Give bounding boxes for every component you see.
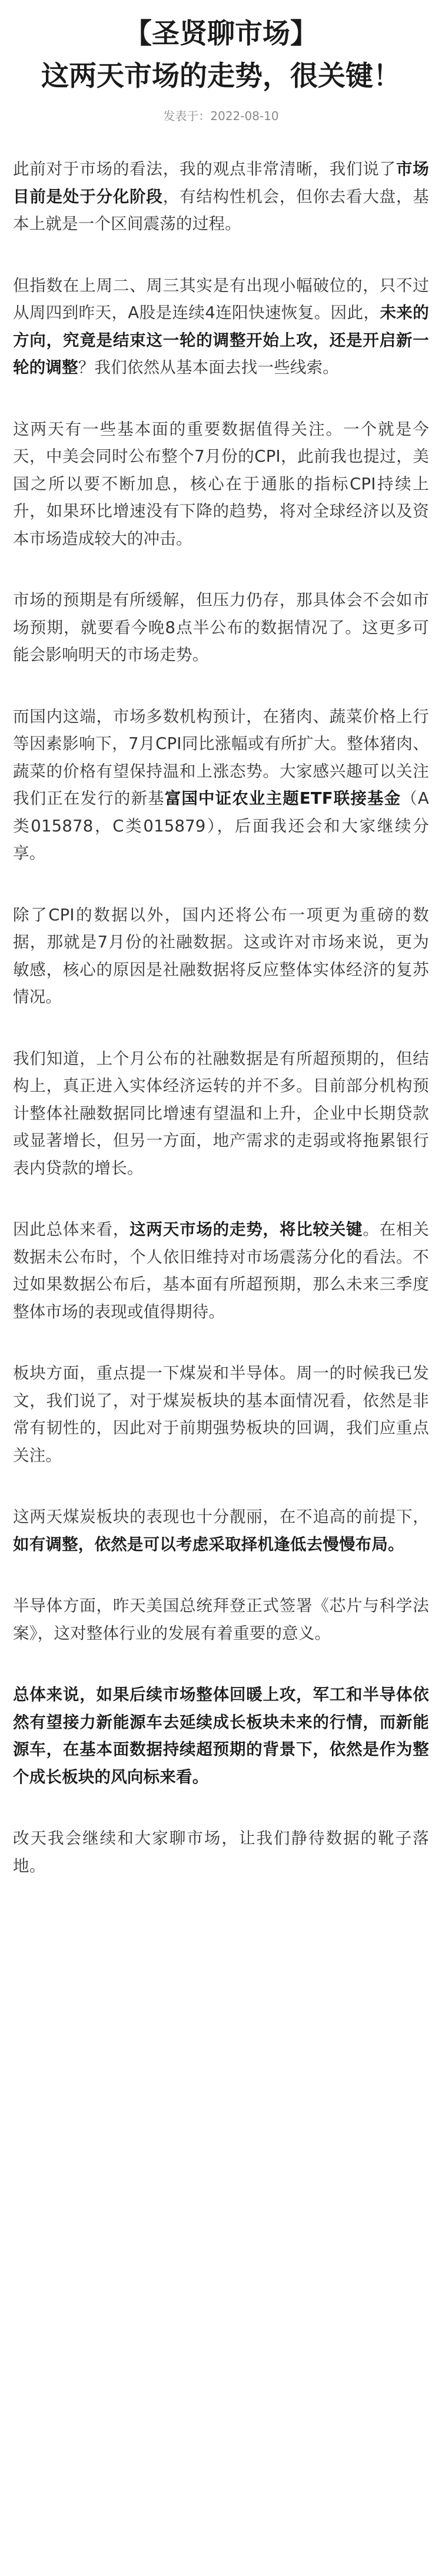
emphasis-text: 富国中证农业主题ETF联接基金 [164, 789, 401, 808]
article-paragraph [13, 1681, 429, 1791]
article-paragraph [13, 272, 429, 382]
emphasis-text: 市场目前是处于分化阶段 [13, 160, 429, 206]
article-paragraph [13, 1216, 429, 1325]
publish-label: 发表于： [163, 109, 211, 123]
emphasis-text: 总体来说，如果后续市场整体回暖上攻，军工和半导体依然有望接力新能源车去延续成长板块未来的行情，而新能源车，在基本面数据持续超预期的背景下，依然是作为整个成长板块的风向标来看。 [13, 1685, 429, 1786]
article-paragraph [13, 901, 429, 1011]
article-paragraph [13, 586, 429, 669]
emphasis-text: 未来的方向，究竟是结束这一轮的调整开始上攻，还是开启新一轮的调整 [13, 303, 429, 377]
paragraph-text: 除了CPI的数据以外，国内还将公布一项更为重磅的数据，那就是7月份的社融数据。这或许对市场来说，更为敏感，核心的原因是社融数据将反应整体实体经济的复苏情况。 [13, 905, 429, 1006]
article-title [13, 0, 429, 98]
article-paragraph [13, 416, 429, 553]
paragraph-text: 板块方面，重点提一下煤炭和半导体。周一的时候我已发文，我们说了，对于煤炭板块的基本面情况看，依然是非常有韧性的，因此对于前期强势板块的回调，我们应重点关注。 [13, 1364, 429, 1465]
article-paragraph [13, 1825, 429, 1879]
paragraph-text: 但指数在上周二、周三其实是有出现小幅破位的，只不过从周四到昨天，A股是连续4连阳快速恢复。因此， [13, 276, 429, 322]
article-paragraph [13, 703, 429, 867]
paragraph-text: ？我们依然从基本面去找一些线索。 [78, 358, 340, 377]
article-paragraph [13, 1592, 429, 1647]
article-paragraph [13, 1360, 429, 1469]
paragraph-text: 市场的预期是有所缓解，但压力仍存，那具体会不会如市场预期，就要看今晚8点半公布的数据情况了。这更多可能会影响明天的市场走势。 [13, 591, 429, 664]
paragraph-text: 这两天煤炭板块的表现也十分靓丽，在不追高的前提下， [13, 1507, 429, 1526]
paragraph-text: 我们知道，上个月公布的社融数据是有所超预期的，但结构上，真正进入实体经济运转的并不多。目前部分机构预计整体社融数据同比增速有望温和上升，企业中长期贷款或显著增长，但另一方面，地产需求的走弱或将拖累银行表内贷款的增长。 [13, 1049, 429, 1178]
emphasis-text: 如有调整，依然是可以考虑采取择机逢低去慢慢布局。 [13, 1534, 404, 1554]
article-paragraph [13, 1045, 429, 1182]
publish-date: 2022-08-10 [210, 109, 279, 123]
emphasis-text: 这两天市场的走势，将比较关键 [129, 1220, 363, 1239]
title-headline: 这两天市场的走势，很关键！ [41, 60, 401, 92]
title-series-tag: 【圣贤聊市场】 [124, 18, 318, 50]
paragraph-text: 。在相关数据未公布时，个人依旧维持对市场震荡分化的看法。不过如果数据公布后，基本面有所超预期，那么未来三季度整体市场的表现或值得期待。 [13, 1220, 429, 1321]
publish-info [13, 107, 429, 125]
paragraph-text: 而国内这端，市场多数机构预计，在猪肉、蔬菜价格上行等因素影响下，7月CPI同比涨幅或有所扩大。整体猪肉、蔬菜的价格有望保持温和上涨态势。大家感兴趣可以关注我们正在发行的新基 [13, 707, 429, 808]
paragraph-text: （A类015878，C类015879），后面我还会和大家继续分享。 [13, 789, 429, 863]
article-body [13, 155, 429, 1879]
paragraph-text: ，有结构性机会，但你去看大盘，基本上就是一个区间震荡的过程。 [13, 187, 429, 233]
paragraph-text: 半导体方面，昨天美国总统拜登正式签署《芯片与科学法案》，这对整体行业的发展有着重要的意义。 [13, 1596, 429, 1643]
article-paragraph [13, 1503, 429, 1558]
article-paragraph [13, 155, 429, 238]
paragraph-text: 因此总体来看， [13, 1220, 130, 1239]
paragraph-text: 此前对于市场的看法，我的观点非常清晰，我们说了 [13, 160, 396, 178]
paragraph-text: 改天我会继续和大家聊市场，让我们静待数据的靴子落地。 [13, 1829, 429, 1875]
paragraph-text: 这两天有一些基本面的重要数据值得关注。一个就是今天，中美会同时公布整个7月份的CPI，此前我也提过，美国之所以要不断加息，核心在于通胀的指标CPI持续上升，如果环比增速没有下降的趋势，将对全球经济以及资本市场造成较大的冲击。 [13, 419, 429, 548]
